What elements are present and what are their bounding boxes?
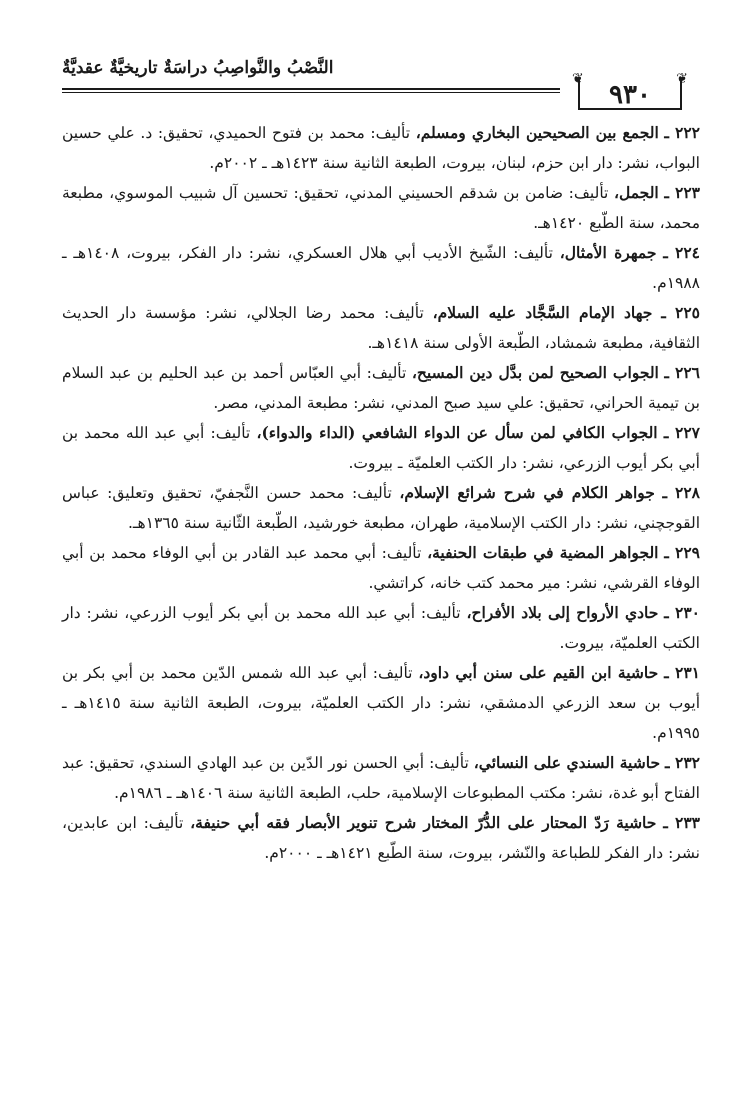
entry-number: ٢٣٣ ـ bbox=[663, 813, 700, 832]
entry-number: ٢٢٤ ـ bbox=[663, 243, 700, 262]
header-rule-thin bbox=[62, 92, 560, 93]
entry-details: تأليف: محمد بن فتوح الحميدي، تحقيق: د. علي حسين البواب، نشر: دار ابن حزم، لبنان، بيروت، الطبعة الثانية سنة ١٤٢٣هـ ـ ٢٠٠٢م. bbox=[62, 124, 700, 172]
entry-details: تأليف: ابن عابدين، نشر: دار الفكر للطباعة والنّشر، بيروت، سنة الطّبع ١٤٢١هـ ـ ٢٠٠٠م. bbox=[62, 814, 700, 862]
entry-number: ٢٣٢ ـ bbox=[665, 753, 701, 772]
page-number: ٩٣٠ bbox=[609, 80, 651, 110]
bibliography-entry bbox=[62, 808, 700, 868]
entry-title: جمهرة الأمثال، bbox=[559, 243, 657, 262]
entry-number: ٢٣٠ ـ bbox=[664, 603, 700, 622]
entry-title: حاشية السندي على النسائي، bbox=[473, 753, 661, 772]
entry-number: ٢٢٦ ـ bbox=[664, 363, 700, 382]
bibliography-entry bbox=[62, 658, 700, 748]
entry-number: ٢٢٧ ـ bbox=[663, 423, 700, 442]
entry-title: الجواب الكافي لمن سأل عن الدواء الشافعي (الداء والدواء)، bbox=[256, 423, 658, 442]
entry-title: حادي الأرواح إلى بلاد الأفراح، bbox=[466, 603, 659, 622]
bibliography-entry bbox=[62, 178, 700, 238]
bibliography-entry bbox=[62, 748, 700, 808]
ornament-left-icon: ❦ bbox=[572, 71, 584, 87]
entry-title: جواهر الكلام في شرح شرائع الإسلام، bbox=[399, 483, 655, 502]
entry-number: ٢٢٣ ـ bbox=[664, 183, 700, 202]
entry-number: ٢٢٢ ـ bbox=[664, 123, 700, 142]
entry-details: تأليف: محمد حسن النَّجفيّ، تحقيق وتعليق: عباس القوجچني، نشر: دار الكتب الإسلامية، طهران، مطبعة خورشيد، الطّبعة الثّانية سنة ١٣٦٥هـ. bbox=[62, 484, 700, 532]
entry-details: تأليف: أبي عبد الله شمس الدّين محمد بن أبي بكر بن أيوب بن سعد الزرعي الدمشقي، نشر: دار الكتب العلميّة، بيروت، الطبعة الثانية سنة ١٤١٥هـ ـ ١٩٩٥م. bbox=[62, 664, 701, 742]
entry-details: تأليف: أبي العبّاس أحمد بن عبد الحليم بن عبد السلام بن تيمية الحراني، تحقيق: علي سيد صبح المدني، نشر: مطبعة المدني، مصر. bbox=[62, 364, 700, 412]
bibliography-list bbox=[62, 118, 700, 868]
entry-title: الجمل، bbox=[613, 183, 659, 202]
entry-number: ٢٢٩ ـ bbox=[664, 543, 700, 562]
running-book-title: النَّصْبُ والنَّواصِبُ دراسَةٌ تاريخيَّةٌ عقديَّةٌ bbox=[62, 58, 334, 78]
ornament-right-icon: ❦ bbox=[676, 71, 688, 87]
bibliography-entry bbox=[62, 538, 700, 598]
page-number-box bbox=[568, 72, 692, 110]
entry-details: تأليف: أبي الحسن نور الدّين بن عبد الهادي السندي، تحقيق: عبد الفتاح أبو غدة، نشر: مكتب المطبوعات الإسلامية، حلب، الطبعة الثانية سنة ١٤٠٦هـ ـ ١٩٨٦م. bbox=[62, 754, 700, 802]
entry-details: تأليف: محمد رضا الجلالي، نشر: مؤسسة دار الحديث الثقافية، مطبعة شمشاد، الطّبعة الأولى سنة ١٤١٨هـ. bbox=[62, 304, 700, 352]
bibliography-entry bbox=[62, 118, 700, 178]
entry-title: الجواهر المضية في طبقات الحنفية، bbox=[427, 543, 659, 562]
bibliography-entry bbox=[62, 238, 700, 298]
entry-details: تأليف: أبي محمد عبد القادر بن أبي الوفاء محمد بن أبي الوفاء القرشي، نشر: مير محمد كتب خانه، كراتشي. bbox=[62, 544, 700, 592]
bibliography-entry bbox=[62, 418, 700, 478]
entry-title: جهاد الإمام السَّجَّاد عليه السلام، bbox=[432, 303, 653, 322]
entry-number: ٢٣١ ـ bbox=[664, 663, 701, 682]
bibliography-entry bbox=[62, 358, 700, 418]
bibliography-entry bbox=[62, 598, 700, 658]
entry-details: تأليف: أبي عبد الله محمد بن أبي بكر أيوب الزرعي، نشر: دار الكتب العلميّة، بيروت. bbox=[62, 604, 700, 652]
entry-details: تأليف: الشّيخ الأديب أبي هلال العسكري، نشر: دار الفكر، بيروت، ١٤٠٨هـ ـ ١٩٨٨م. bbox=[62, 244, 700, 292]
header-rule bbox=[62, 88, 560, 90]
entry-title: الجواب الصحيح لمن بدَّل دين المسيح، bbox=[411, 363, 659, 382]
bibliography-entry bbox=[62, 478, 700, 538]
entry-title: حاشية رَدّ المحتار على الدُّرّ المختار شرح تنوير الأبصار فقه أبي حنيفة، bbox=[190, 813, 657, 832]
entry-title: حاشية ابن القيم على سنن أبي داود، bbox=[418, 663, 659, 682]
entry-number: ٢٢٨ ـ bbox=[662, 483, 700, 502]
entry-title: الجمع بين الصحيحين البخاري ومسلم، bbox=[415, 123, 659, 142]
entry-details: تأليف: أبي عبد الله محمد بن أبي بكر أيوب الزرعي، نشر: دار الكتب العلميّة ـ بيروت. bbox=[62, 424, 700, 472]
entry-number: ٢٢٥ ـ bbox=[661, 303, 701, 322]
entry-details: تأليف: ضامن بن شدقم الحسيني المدني، تحقيق: تحسين آل شبيب الموسوي، مطبعة محمد، سنة الطّبع ١٤٢٠هـ. bbox=[62, 184, 700, 232]
bibliography-entry bbox=[62, 298, 700, 358]
page-header bbox=[62, 52, 692, 114]
